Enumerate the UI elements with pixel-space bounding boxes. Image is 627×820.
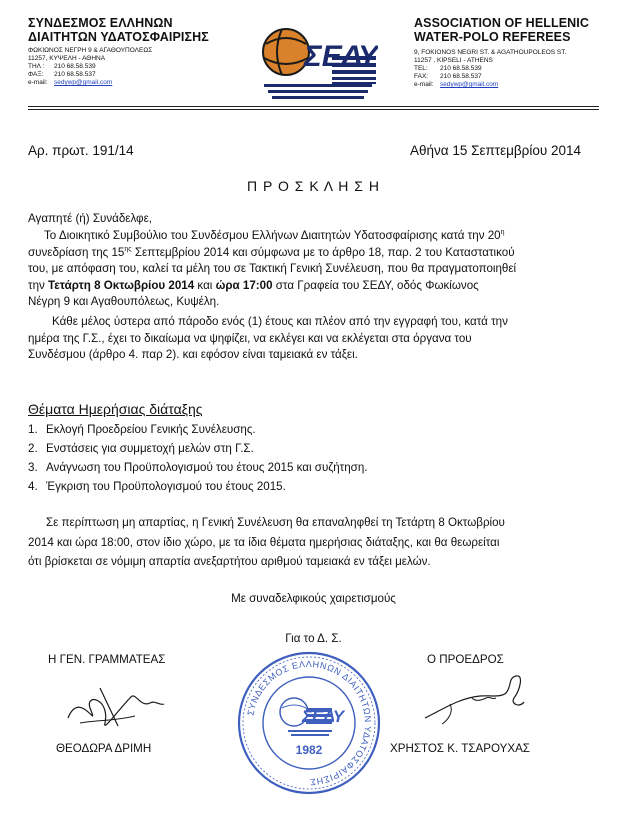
protocol-number: Αρ. πρωτ. 191/14 — [28, 143, 134, 158]
email-greek: e-mail: sedywp@gmail.com — [28, 79, 113, 86]
address-greek-line2: 11257, ΚΥΨΕΛΗ - ΑΘΗΝΑ — [28, 55, 106, 62]
meeting-time: ώρα 17:00 — [215, 278, 273, 292]
email-english: e-mail: sedywp@gmail.com — [414, 81, 499, 88]
para2-line3: Συνδέσμου (άρθρο 4. παρ 2). και εφόσον είναι ταμειακά εν τάξει. — [28, 348, 358, 362]
secretary-title: Η ΓΕΝ. ΓΡΑΜΜΑΤΕΑΣ — [48, 653, 166, 666]
paragraph-voting-rights — [28, 314, 598, 364]
header-divider-bottom — [28, 109, 599, 110]
para1-line4: την Τετάρτη 8 Οκτωβρίου 2014 και ώρα 17:00 στα Γραφεία του ΣΕΔΥ, οδός Φωκίωνος — [28, 278, 479, 292]
letter-date: Αθήνα 15 Σεπτεμβρίου 2014 — [410, 143, 582, 158]
para1-line5: Νέγρη 9 και Αγαθουπόλεως, Κυψέλη. — [28, 295, 220, 309]
para2-line2: ημέρα της Γ.Σ., έχει το δικαίωμα να ψηφίζει, να εκλέγει και να εκλέγεται στα όργανα του — [28, 331, 472, 345]
header-divider-top — [28, 106, 599, 107]
water-polo-ball-icon — [263, 29, 309, 75]
wave-lines-icon — [264, 84, 372, 99]
para3-line3: ότι βρίσκεται σε νόμιμη απαρτία ανεξαρτήτου αριθμού ταμειακά εν τάξει μελών. — [28, 555, 431, 569]
logo-graphic — [258, 14, 378, 102]
secretary-signature — [60, 678, 170, 743]
document-title: Π Ρ Ο Σ Κ Λ Η Σ Η — [247, 178, 380, 194]
meeting-date: Τετάρτη 8 Οκτωβρίου 2014 — [48, 278, 195, 292]
agenda-item: 1. Εκλογή Προεδρείου Γενικής Συνέλευσης. — [28, 423, 256, 436]
address-english-line1: 9, FOKIONOS NEGRI ST. & AGATHOUPOLEOS ST. — [414, 49, 567, 56]
president-name: ΧΡΗΣΤΟΣ Κ. ΤΣΑΡΟΥΧΑΣ — [390, 742, 530, 755]
stamp-ring-text: ΣΥΝΔΕΣΜΟΣ ΕΛΛΗΝΩΝ ΔΙΑΙΤΗΤΩΝ ΥΔΑΤΟΣΦΑΙΡΙΣΗΣ — [245, 658, 374, 788]
para3-line2: 2014 και ώρα 18:00, στον ίδιο χώρο, με τα ίδια θέματα ημερήσιας διάταξης, και θα θεωρείται — [28, 535, 500, 549]
stamp-graphic — [236, 650, 382, 796]
agenda-heading: Θέματα Ημερήσιας διάταξης — [28, 401, 203, 417]
closing-greeting: Με συναδελφικούς χαιρετισμούς — [231, 592, 396, 605]
email-link-english[interactable]: sedywp@gmail.com — [440, 81, 499, 88]
greeting: Αγαπητέ (ή) Συνάδελφε, — [28, 212, 152, 225]
phone-english: TEL: 210 68.58.539 — [414, 65, 482, 72]
signature-scribble-icon — [60, 678, 170, 738]
address-english-line2: 11257 , KIPSELI - ATHENS — [414, 57, 493, 64]
agenda-item: 2. Ενστάσεις για συμμετοχή μελών στη Γ.Σ. — [28, 442, 254, 455]
agenda-item: 3. Ανάγνωση του Προϋπολογισμού του έτους 2015 και συζήτηση. — [28, 461, 368, 474]
letterhead-english — [414, 16, 614, 89]
letterhead-greek — [28, 16, 258, 87]
secretary-name: ΘΕΟΔΩΡΑ ΔΡΙΜΗ — [56, 742, 152, 755]
fax-english: FAX: 210 68.58.537 — [414, 73, 482, 80]
para3-line1: Σε περίπτωση μη απαρτίας, η Γενική Συνέλευση θα επαναληφθεί τη Τετάρτη 8 Οκτωβρίου — [46, 516, 505, 529]
email-link-greek[interactable]: sedywp@gmail.com — [54, 79, 113, 86]
logo-text: ΣΕΔΥ — [304, 40, 378, 73]
paragraph-quorum — [28, 515, 598, 571]
official-stamp — [236, 650, 382, 796]
org-name-english-line2: WATER-POLO REFEREES — [414, 30, 571, 44]
org-logo — [258, 14, 378, 102]
phone-greek: ΤΗΛ : 210 68.58.539 — [28, 63, 96, 70]
signature-scribble-icon — [420, 668, 530, 738]
stamp-center-text: ΣΕΔΥ — [302, 707, 345, 726]
para1-line3: του, με απόφαση του, καλεί τα μέλη του σε Τακτική Γενική Συνέλευση, που θα πραγματοποιηθεί — [28, 262, 517, 276]
para2-line1: Κάθε μέλος ύστερα από πάροδο ενός (1) έτους και πλέον από την εγγραφή του, κατά την — [52, 315, 508, 328]
president-title: Ο ΠΡΟΕΔΡΟΣ — [427, 653, 504, 666]
stamp-year: 1982 — [295, 743, 323, 757]
org-name-greek-line1: ΣΥΝΔΕΣΜΟΣ ΕΛΛΗΝΩΝ — [28, 16, 173, 30]
para1-line1: Το Διοικητικό Συμβούλιο του Συνδέσμου Ελλήνων Διαιτητών Υδατοσφαίρισης κατά την $20^\eta$ — [44, 229, 505, 242]
para1-line2: συνεδρίαση της $15^{\eta\varsigma}$ Σεπτεμβρίου 2014 και σύμφωνα με το άρθρο 18, παρ. 2 του Καταστατικού — [28, 245, 515, 259]
address-greek-line1: ΦΩΚΙΩΝΟΣ ΝΕΓΡΗ 9 & ΑΓΑΘΟΥΠΟΛΕΩΣ — [28, 47, 153, 54]
for-board-label: Για το Δ. Σ. — [285, 632, 342, 645]
paragraph-convocation — [28, 228, 598, 311]
org-name-greek-line2: ΔΙΑΙΤΗΤΩΝ ΥΔΑΤΟΣΦΑΙΡΙΣΗΣ — [28, 30, 209, 44]
agenda-item: 4. Έγκριση του Προϋπολογισμού του έτους 2015. — [28, 480, 286, 493]
president-signature — [420, 668, 530, 743]
org-name-english-line1: ASSOCIATION OF HELLENIC — [414, 16, 589, 30]
fax-greek: ΦΑΞ: 210 68.58.537 — [28, 71, 96, 78]
